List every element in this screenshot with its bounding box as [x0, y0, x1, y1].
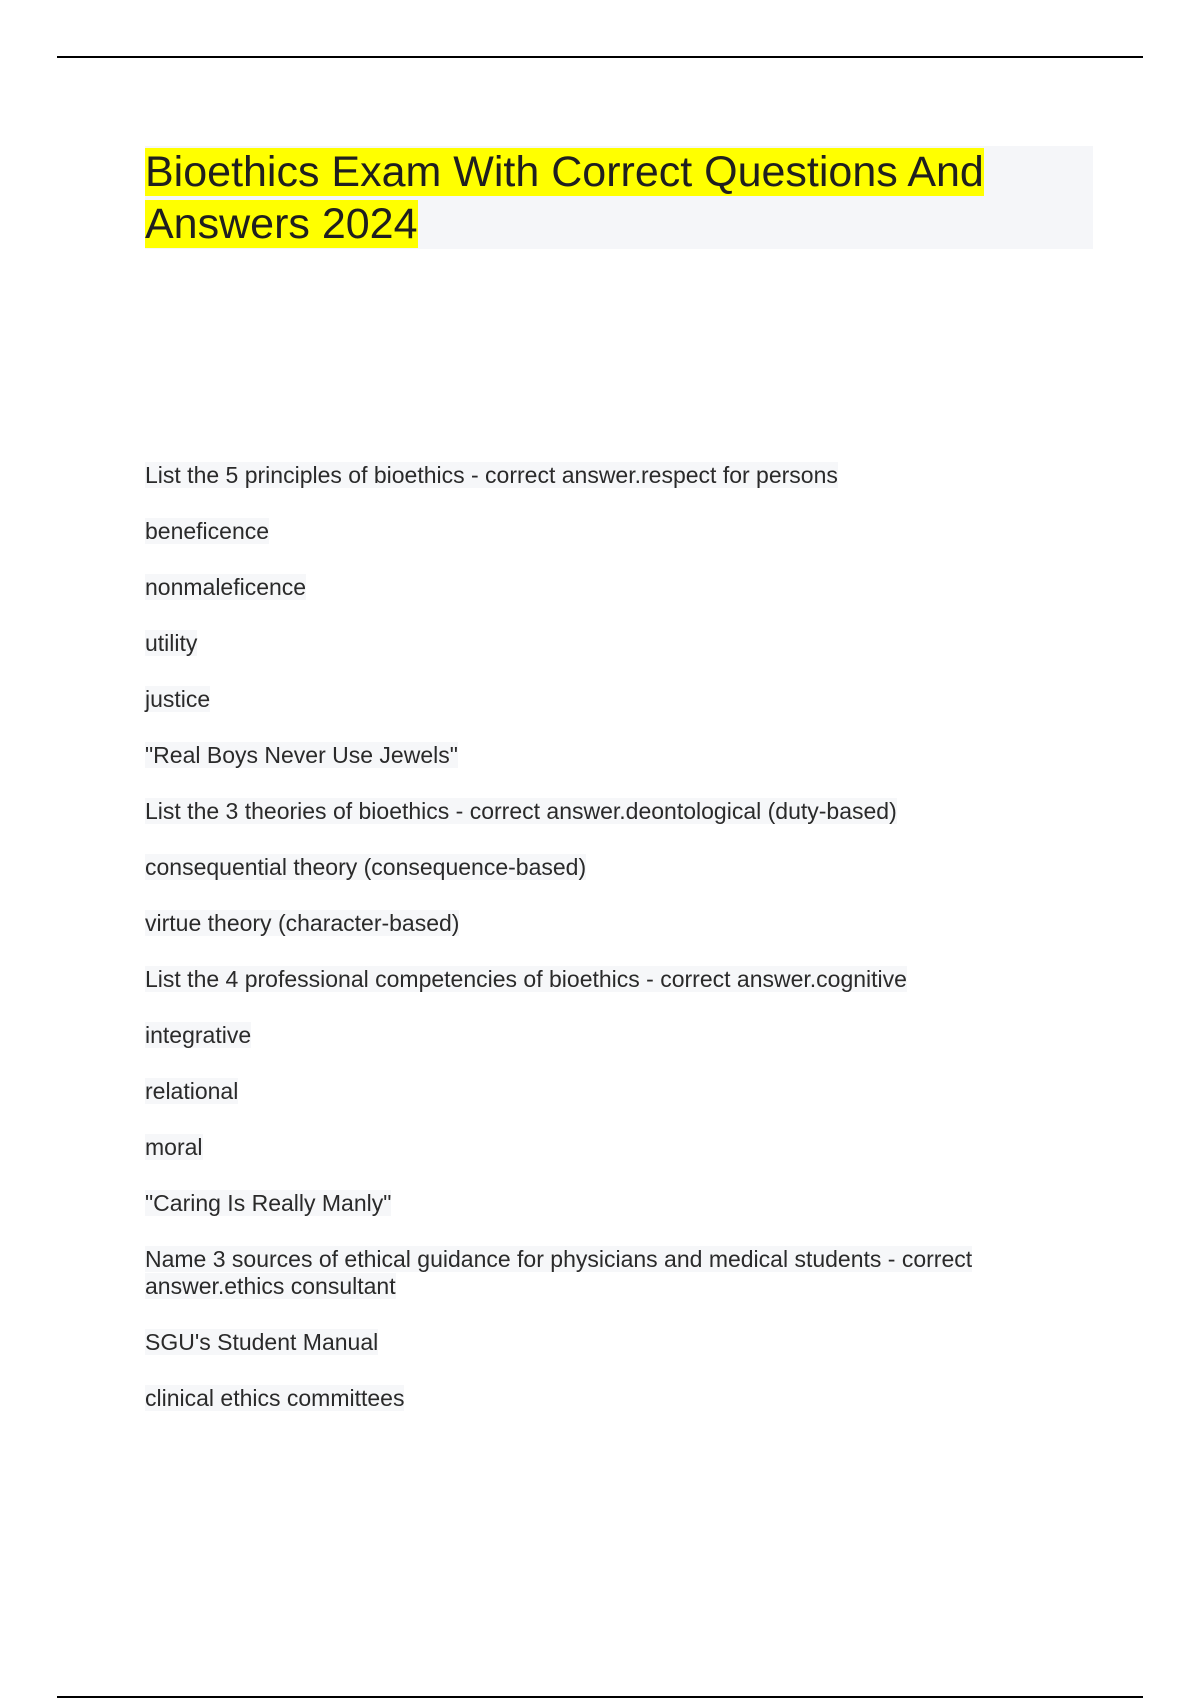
mnemonic-text: "Real Boys Never Use Jewels": [145, 742, 458, 768]
mnemonic-line: [145, 742, 1085, 769]
question-line: [145, 1246, 1085, 1300]
question-text: List the 3 theories of bioethics - correct answer.deontological (duty-based): [145, 798, 897, 824]
answer-line: [145, 630, 1085, 657]
title-block: [145, 146, 1093, 249]
document-body: [145, 462, 1085, 1441]
answer-text: consequential theory (consequence-based): [145, 854, 587, 880]
question-line: [145, 798, 1085, 825]
question-text: List the 4 professional competencies of bioethics - correct answer.cognitive: [145, 966, 907, 992]
answer-line: [145, 518, 1085, 545]
top-divider: [57, 56, 1143, 58]
answer-line: [145, 1078, 1085, 1105]
answer-text: justice: [145, 686, 211, 712]
document-title-text: Bioethics Exam With Correct Questions And Answers 2024: [145, 148, 984, 248]
answer-text: nonmaleficence: [145, 574, 307, 600]
answer-line: [145, 854, 1085, 881]
mnemonic-line: [145, 1190, 1085, 1217]
answer-text: moral: [145, 1134, 203, 1160]
question-line: [145, 462, 1085, 489]
document-title: [145, 146, 1045, 250]
mnemonic-text: "Caring Is Really Manly": [145, 1190, 392, 1216]
answer-text: relational: [145, 1078, 239, 1104]
answer-text: beneficence: [145, 518, 270, 544]
bottom-divider: [57, 1696, 1143, 1698]
answer-line: [145, 686, 1085, 713]
question-text: List the 5 principles of bioethics - correct answer.respect for persons: [145, 462, 838, 488]
question-line: [145, 966, 1085, 993]
answer-line: [145, 1329, 1085, 1356]
answer-text: SGU's Student Manual: [145, 1329, 379, 1355]
answer-line: [145, 1134, 1085, 1161]
answer-text: virtue theory (character-based): [145, 910, 460, 936]
answer-line: [145, 910, 1085, 937]
answer-line: [145, 1022, 1085, 1049]
question-text: Name 3 sources of ethical guidance for physicians and medical students - correct answer.ethics consultant: [145, 1246, 973, 1299]
answer-line: [145, 574, 1085, 601]
answer-text: integrative: [145, 1022, 252, 1048]
answer-text: utility: [145, 630, 198, 656]
answer-text: clinical ethics committees: [145, 1385, 405, 1411]
answer-line: [145, 1385, 1085, 1412]
